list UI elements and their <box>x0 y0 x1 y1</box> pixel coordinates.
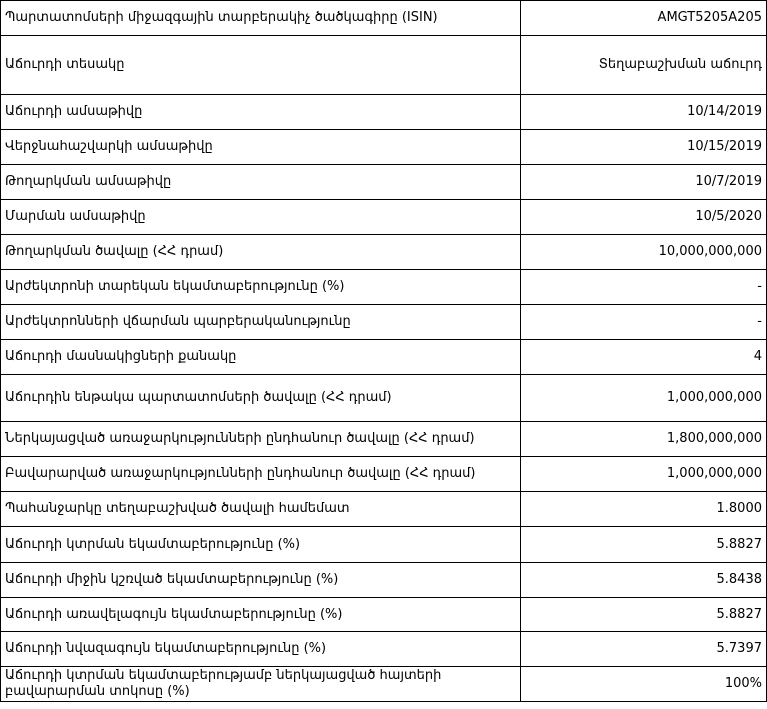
row-value: 10/7/2019 <box>521 165 767 200</box>
row-value: - <box>521 270 767 305</box>
table-row <box>1 130 767 165</box>
row-value: 5.8438 <box>521 563 767 598</box>
row-label: Ներկայացված առաջարկությունների ընդհանուր ծավալը (ՀՀ դրամ) <box>1 422 521 457</box>
table-row <box>1 165 767 200</box>
table-row <box>1 200 767 235</box>
row-label: Աճուրդին ենթակա պարտատոմսերի ծավալը (ՀՀ դրամ) <box>1 375 521 422</box>
row-label: Աճուրդի կտրման եկամտաբերությամբ ներկայացված հայտերի բավարարման տոկոսը (%) <box>1 667 521 702</box>
table-row <box>1 235 767 270</box>
table-row <box>1 36 767 95</box>
row-label: Աճուրդի մասնակիցների քանակը <box>1 340 521 375</box>
row-label: Պահանջարկը տեղաբաշխված ծավալի համեմատ <box>1 492 521 527</box>
row-label: Աճուրդի նվազագույն եկամտաբերությունը (%) <box>1 632 521 667</box>
table-row <box>1 95 767 130</box>
row-value: 10/5/2020 <box>521 200 767 235</box>
table-row <box>1 422 767 457</box>
row-label: Աճուրդի առավելագույն եկամտաբերությունը (%) <box>1 598 521 632</box>
row-label: Մարման ամսաթիվը <box>1 200 521 235</box>
row-value: 100% <box>521 667 767 702</box>
row-value: 5.8827 <box>521 598 767 632</box>
row-value: 1,000,000,000 <box>521 457 767 492</box>
row-value: 5.7397 <box>521 632 767 667</box>
table-row <box>1 527 767 563</box>
row-label: Աճուրդի տեսակը <box>1 36 521 95</box>
table-row <box>1 457 767 492</box>
row-value: Տեղաբաշխման աճուրդ <box>521 36 767 95</box>
row-value: 1.8000 <box>521 492 767 527</box>
row-label: Պարտատոմսերի միջազգային տարբերակիչ ծածկագիրը (ISIN) <box>1 1 521 36</box>
table-row <box>1 340 767 375</box>
row-label: Թողարկման ծավալը (ՀՀ դրամ) <box>1 235 521 270</box>
table-row <box>1 667 767 702</box>
row-label: Արժեկտրոնների վճարման պարբերականությունը <box>1 305 521 340</box>
row-value: 4 <box>521 340 767 375</box>
table-row <box>1 270 767 305</box>
row-label: Վերջնահաշվարկի ամսաթիվը <box>1 130 521 165</box>
row-value: AMGT5205A205 <box>521 1 767 36</box>
row-value: 1,800,000,000 <box>521 422 767 457</box>
row-value: 10,000,000,000 <box>521 235 767 270</box>
table-row <box>1 375 767 422</box>
row-value: 5.8827 <box>521 527 767 563</box>
table-row <box>1 492 767 527</box>
row-value: 10/15/2019 <box>521 130 767 165</box>
row-value: - <box>521 305 767 340</box>
row-value: 1,000,000,000 <box>521 375 767 422</box>
table-row <box>1 598 767 632</box>
row-label: Աճուրդի կտրման եկամտաբերությունը (%) <box>1 527 521 563</box>
table-row <box>1 563 767 598</box>
row-label: Աճուրդի միջին կշռված եկամտաբերությունը (%) <box>1 563 521 598</box>
row-value: 10/14/2019 <box>521 95 767 130</box>
row-label: Աճուրդի ամսաթիվը <box>1 95 521 130</box>
row-label: Թողարկման ամսաթիվը <box>1 165 521 200</box>
table-row <box>1 305 767 340</box>
table-row <box>1 1 767 36</box>
row-label: Արժեկտրոնի տարեկան եկամտաբերությունը (%) <box>1 270 521 305</box>
table-row <box>1 632 767 667</box>
row-label: Բավարարված առաջարկությունների ընդհանուր ծավալը (ՀՀ դրամ) <box>1 457 521 492</box>
